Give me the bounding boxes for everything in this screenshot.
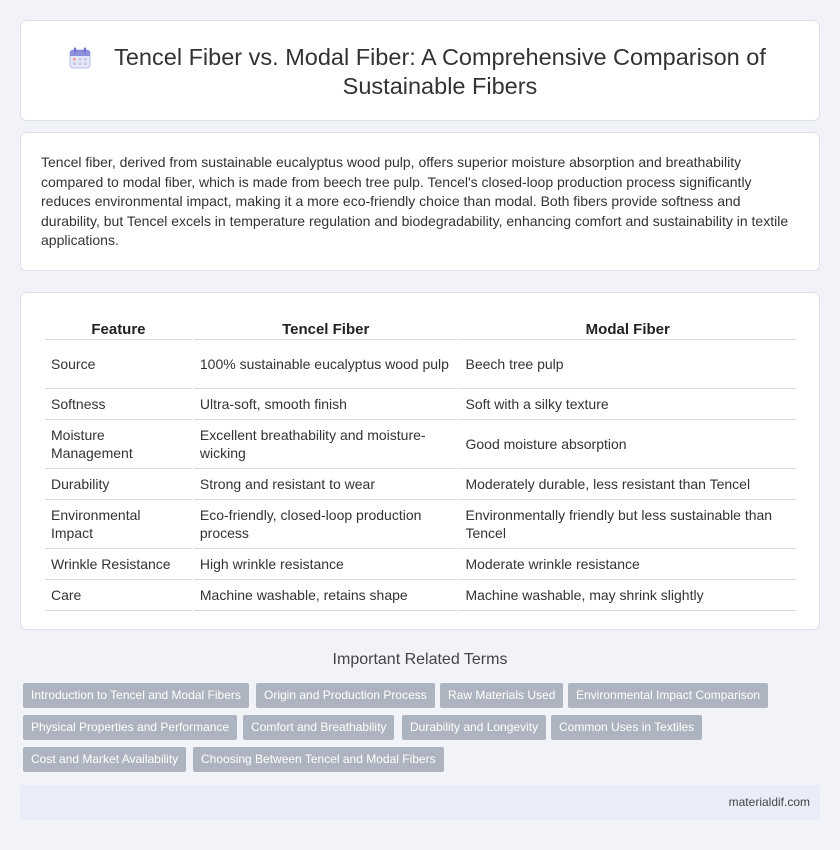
table-row [45, 389, 796, 420]
related-term-tag[interactable]: Physical Properties and Performance [23, 715, 237, 740]
comparison-table [43, 313, 798, 611]
modal-cell: Moderate wrinkle resistance [459, 549, 796, 580]
feature-cell: Care [45, 580, 192, 611]
related-term-tag[interactable]: Common Uses in Textiles [551, 715, 702, 740]
table-row [45, 580, 796, 611]
feature-cell: Softness [45, 389, 192, 420]
tencel-cell: Eco-friendly, closed-loop production process [194, 500, 458, 549]
table-header-row [45, 313, 796, 340]
related-term-tag[interactable]: Introduction to Tencel and Modal Fibers [23, 683, 249, 708]
feature-cell: Wrinkle Resistance [45, 549, 192, 580]
intro-paragraph: Tencel fiber, derived from sustainable eucalyptus wood pulp, offers superior moisture absorption and breathability compared to modal fiber, which is made from beech tree pulp. Tencel's closed-loop production process significantly reduces environmental impact, making it a more eco-friendly choice than modal. Both fibers provide softness and durability, but Tencel excels in temperature regulation and biodegradability, enhancing comfort and sustainability in textile applications. [41, 154, 789, 249]
modal-cell: Environmentally friendly but less sustainable than Tencel [459, 500, 796, 549]
related-term-tag[interactable]: Raw Materials Used [440, 683, 563, 708]
comparison-table-card [20, 292, 820, 630]
modal-cell: Machine washable, may shrink slightly [459, 580, 796, 611]
modal-cell: Soft with a silky texture [459, 389, 796, 420]
footer-site-link[interactable]: materialdif.com [728, 795, 810, 809]
title-card [20, 20, 820, 121]
footer [20, 785, 820, 820]
related-terms-title: Important Related Terms [332, 651, 508, 668]
modal-cell: Good moisture absorption [459, 420, 796, 469]
tencel-cell: 100% sustainable eucalyptus wood pulp [194, 340, 458, 389]
related-term-tag[interactable]: Environmental Impact Comparison [568, 683, 768, 708]
related-term-tag[interactable]: Origin and Production Process [256, 683, 435, 708]
table-row [45, 469, 796, 500]
header-modal: Modal Fiber [459, 313, 796, 340]
tencel-cell: Machine washable, retains shape [194, 580, 458, 611]
intro-card [20, 132, 820, 271]
feature-cell: Source [45, 340, 192, 389]
tencel-cell: Excellent breathability and moisture-wicking [194, 420, 458, 469]
feature-cell: Environmental Impact [45, 500, 192, 549]
feature-cell: Durability [45, 469, 192, 500]
tencel-cell: Ultra-soft, smooth finish [194, 389, 458, 420]
related-term-tag[interactable]: Comfort and Breathability [243, 715, 394, 740]
related-term-tag[interactable]: Durability and Longevity [402, 715, 546, 740]
related-term-tag[interactable]: Choosing Between Tencel and Modal Fibers [193, 747, 444, 772]
modal-cell: Beech tree pulp [459, 340, 796, 389]
tencel-cell: High wrinkle resistance [194, 549, 458, 580]
header-tencel: Tencel Fiber [194, 313, 458, 340]
related-term-tag[interactable]: Cost and Market Availability [23, 747, 186, 772]
table-row [45, 549, 796, 580]
tencel-cell: Strong and resistant to wear [194, 469, 458, 500]
header-feature: Feature [45, 313, 192, 340]
table-row [45, 500, 796, 549]
table-row [45, 420, 796, 469]
page-title: Tencel Fiber vs. Modal Fiber: A Comprehensive Comparison of Sustainable Fibers [114, 44, 766, 99]
modal-cell: Moderately durable, less resistant than Tencel [459, 469, 796, 500]
table-row [45, 340, 796, 389]
feature-cell: Moisture Management [45, 420, 192, 469]
